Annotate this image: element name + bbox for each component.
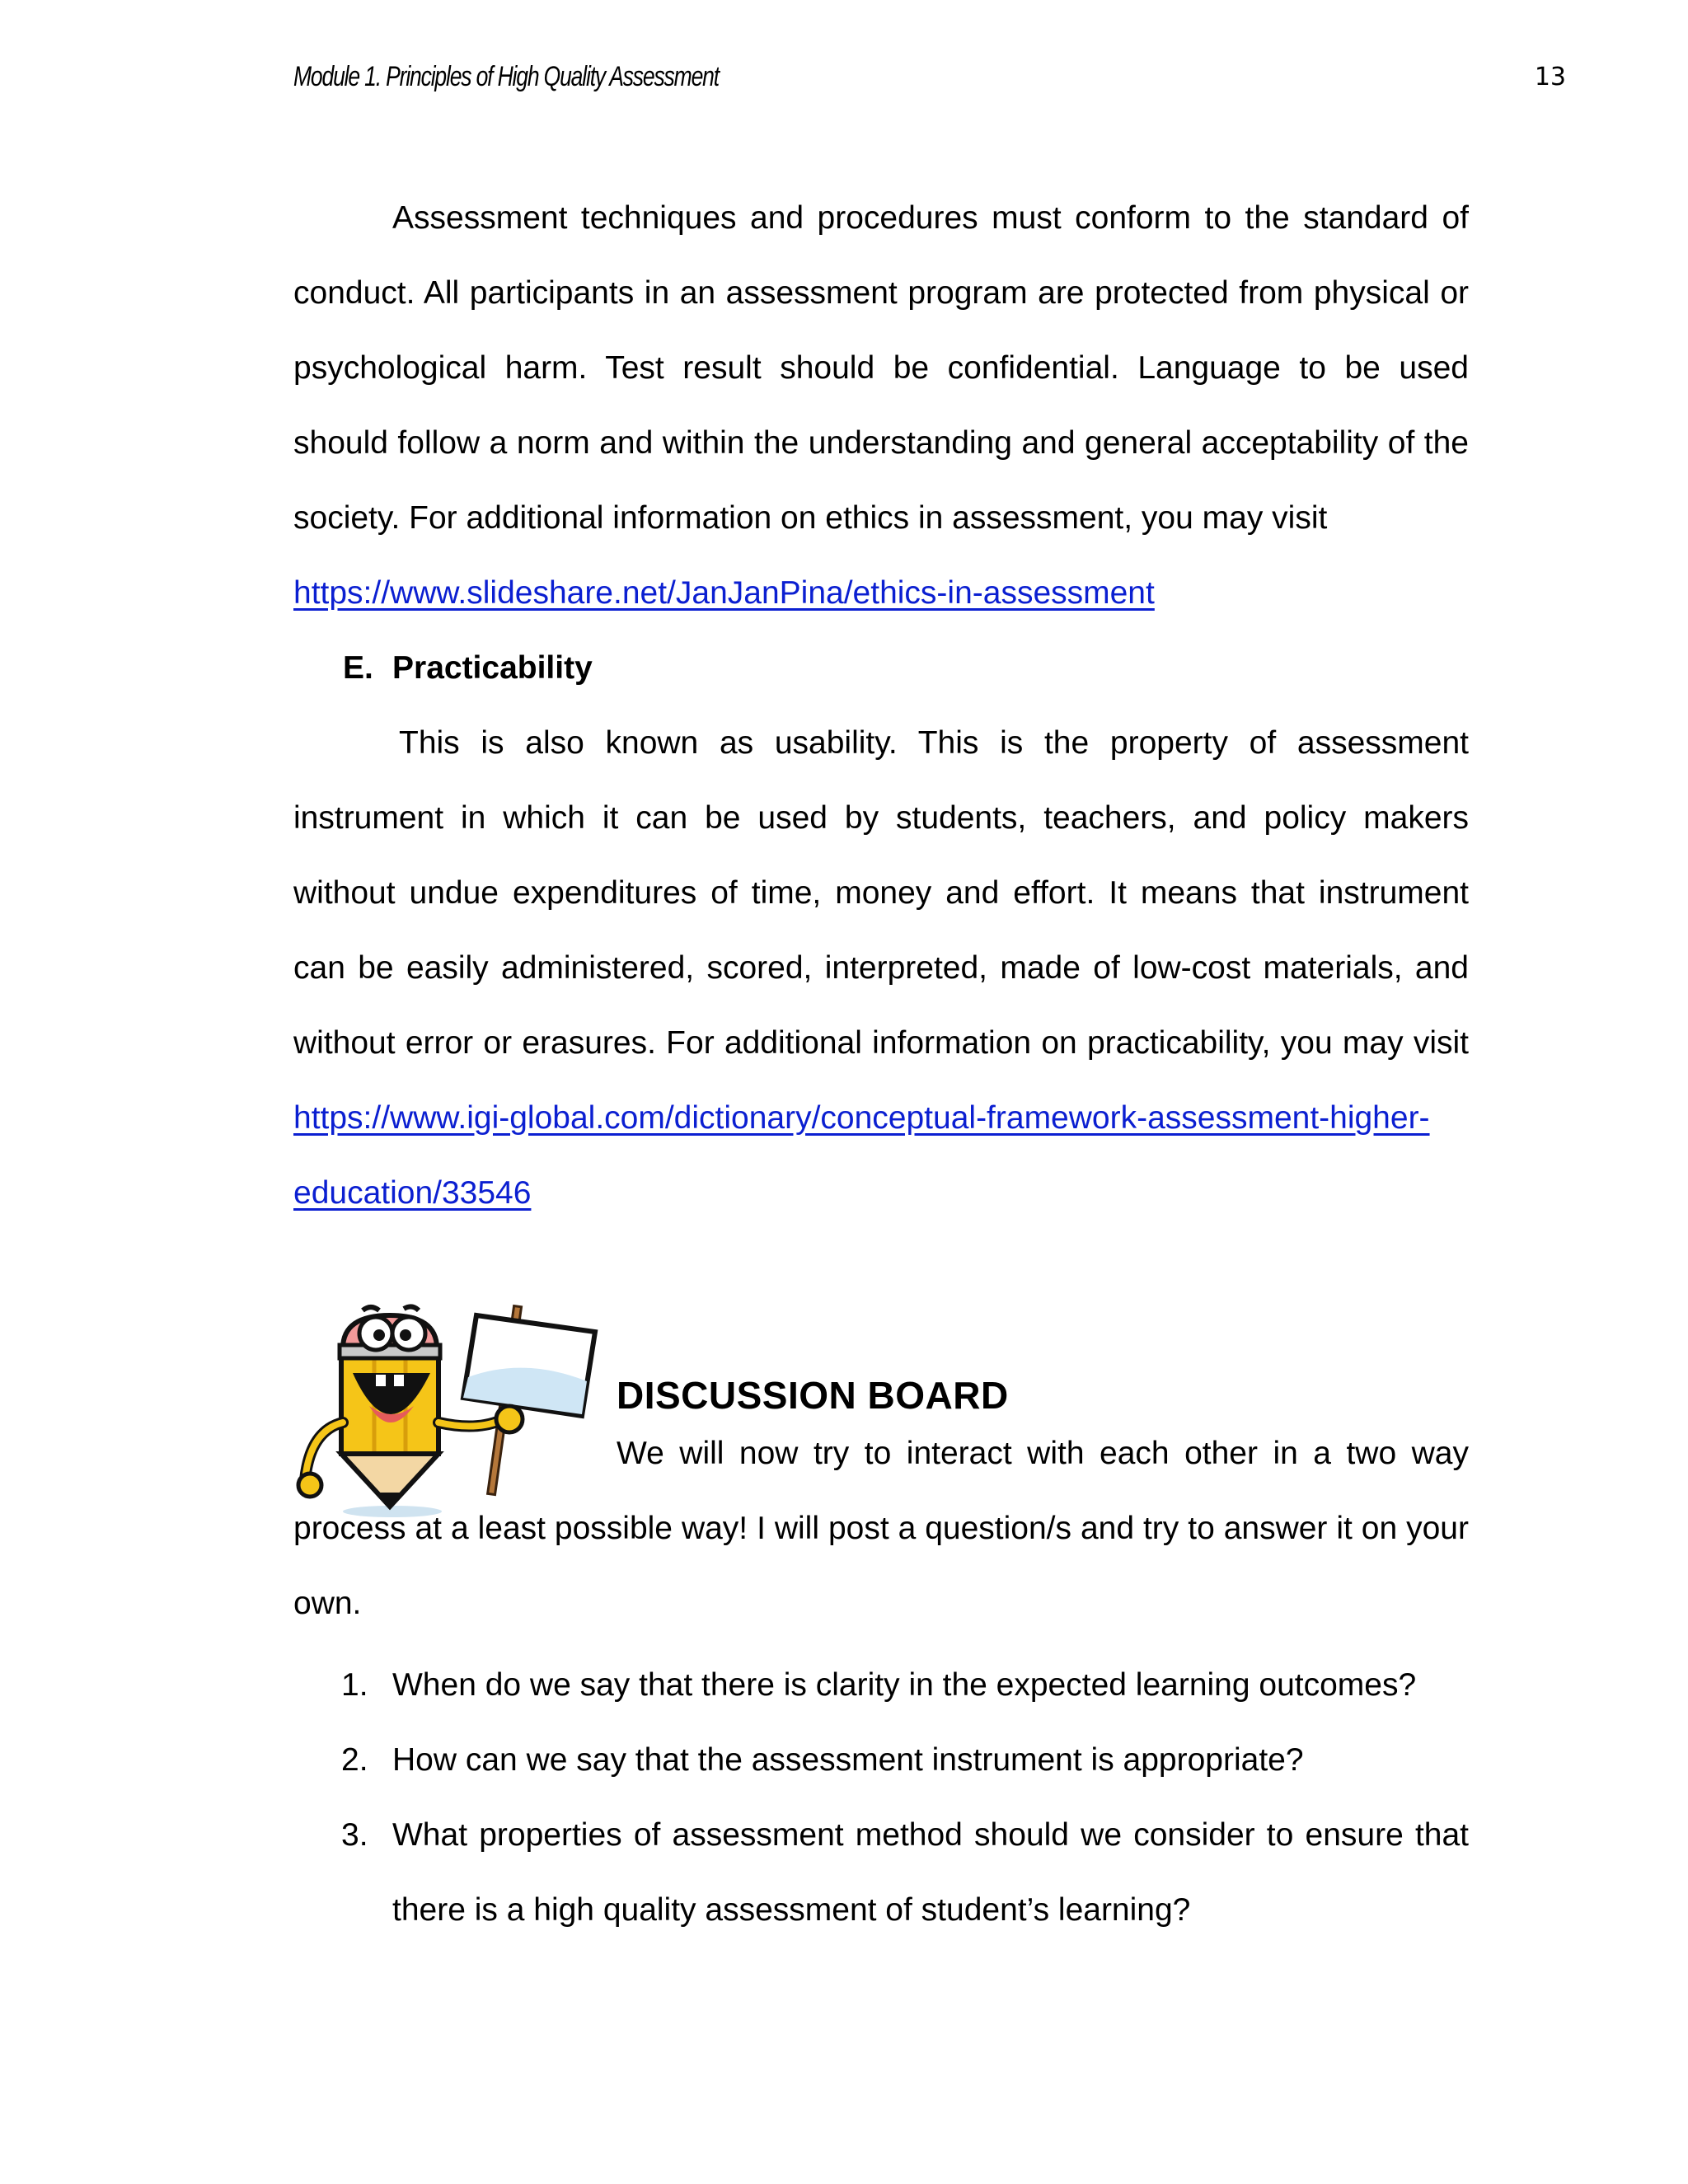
- practicability-heading-letter: E.: [343, 650, 373, 686]
- question-item: [293, 1797, 1469, 1947]
- mascot-wrap-spacer: [293, 1416, 617, 1491]
- page-number: 13: [1534, 63, 1566, 91]
- question-text: How can we say that the assessment instrument is appropriate?: [392, 1742, 1304, 1778]
- discussion-board-title: DISCUSSION BOARD: [617, 1374, 1009, 1417]
- question-number: 3.: [341, 1817, 368, 1853]
- ethics-paragraph: [293, 180, 1469, 630]
- question-number: 2.: [341, 1742, 368, 1778]
- question-text: What properties of assessment method should we consider to ensure that there is a high quality assessment of student’s learning?: [392, 1817, 1469, 1928]
- question-item: [293, 1647, 1469, 1722]
- discussion-board-intro: [293, 1416, 1469, 1641]
- practicability-heading-text: Practicability: [392, 650, 593, 686]
- practicability-section: [293, 630, 1469, 1230]
- question-number: 1.: [341, 1667, 368, 1703]
- question-text: When do we say that there is clarity in the expected learning outcomes?: [392, 1667, 1417, 1703]
- practicability-heading: [293, 630, 1469, 705]
- ethics-section: [293, 180, 1469, 630]
- practicability-link[interactable]: https://www.igi-global.com/dictionary/conceptual-framework-assessment-higher-education/33546: [293, 1100, 1430, 1211]
- page-header: [293, 61, 1566, 102]
- question-list: [293, 1647, 1469, 1947]
- ethics-link[interactable]: https://www.slideshare.net/JanJanPina/ethics-in-assessment: [293, 575, 1155, 611]
- module-title: Module 1. Principles of High Quality Assessment: [293, 61, 719, 92]
- practicability-paragraph: [293, 705, 1469, 1230]
- question-item: [293, 1722, 1469, 1797]
- discussion-board-intro-text: We will now try to interact with each other in a two way process at a least possible way! I will post a question/s and try to answer it on your own.: [293, 1436, 1469, 1621]
- practicability-paragraph-text: This is also known as usability. This is the property of assessment instrument in which it can be used by students, teachers, and policy makers without undue expenditures of time, money and effort. It means that instrument can be easily administered, scored, interpreted, made of low-cost materials, and without error or erasures. For additional information on practicability, you may visit: [293, 725, 1469, 1061]
- ethics-paragraph-text: Assessment techniques and procedures must conform to the standard of conduct. All participants in an assessment program are protected from physical or psychological harm. Test result should be confidential. Language to be used should follow a norm and within the understanding and general acceptability of the society. For additional information on ethics in assessment, you may visit: [293, 200, 1469, 536]
